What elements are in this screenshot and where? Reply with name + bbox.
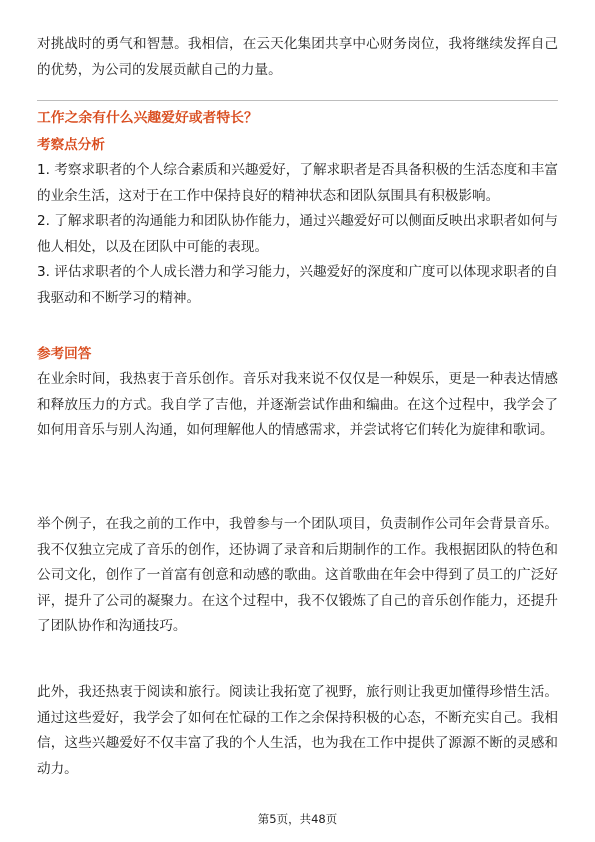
question-title: 工作之余有什么兴趣爱好或者特长？	[37, 110, 258, 126]
answer-paragraph: 在业余时间，我热衷于音乐创作。音乐对我来说不仅仅是一种娱乐，更是一种表达情感和释放压力的方式。我自学了吉他，并逐渐尝试作曲和编曲。在这个过程中，我学会了如何用音乐与别人沟通，如何理解他人的情感需求，并尝试将它们转化为旋律和歌词。	[37, 371, 558, 439]
analysis-item: 2. 了解求职者的沟通能力和团队协作能力，通过兴趣爱好可以侧面反映出求职者如何与他人相处，以及在团队中可能的表现。	[37, 213, 558, 255]
analysis-item: 3. 评估求职者的个人成长潜力和学习能力，兴趣爱好的深度和广度可以体现求职者的自我驱动和不断学习的精神。	[37, 264, 558, 306]
analysis-list	[37, 158, 558, 312]
answer-paragraph: 此外，我还热衷于阅读和旅行。阅读让我拓宽了视野，旅行则让我更加懂得珍惜生活。通过这些爱好，我学会了如何在忙碌的工作之余保持积极的心态，不断充实自己。我相信，这些兴趣爱好不仅丰富了我的个人生活，也为我在工作中提供了源源不断的灵感和动力。	[37, 684, 558, 777]
analysis-item: 1. 考察求职者的个人综合素质和兴趣爱好，了解求职者是否具备积极的生活态度和丰富的业余生活，这对于在工作中保持良好的精神状态和团队氛围具有积极影响。	[37, 162, 558, 204]
answer-heading: 参考回答	[37, 346, 92, 362]
analysis-heading: 考察点分析	[37, 137, 105, 153]
answer-paragraph: 举个例子，在我之前的工作中，我曾参与一个团队项目，负责制作公司年会背景音乐。我不仅独立完成了音乐的创作，还协调了录音和后期制作的工作。我根据团队的特色和公司文化，创作了一首富有创意和动感的歌曲。这首歌曲在年会中得到了员工的广泛好评，提升了公司的凝聚力。在这个过程中，我不仅锻炼了自己的音乐创作能力，还提升了团队协作和沟通技巧。	[37, 516, 558, 635]
intro-paragraph: 对挑战时的勇气和智慧。我相信，在云天化集团共享中心财务岗位，我将继续发挥自己的优势，为公司的发展贡献自己的力量。	[37, 36, 558, 78]
page-number: 第5页，共48页	[257, 812, 338, 826]
section-divider	[37, 100, 558, 101]
